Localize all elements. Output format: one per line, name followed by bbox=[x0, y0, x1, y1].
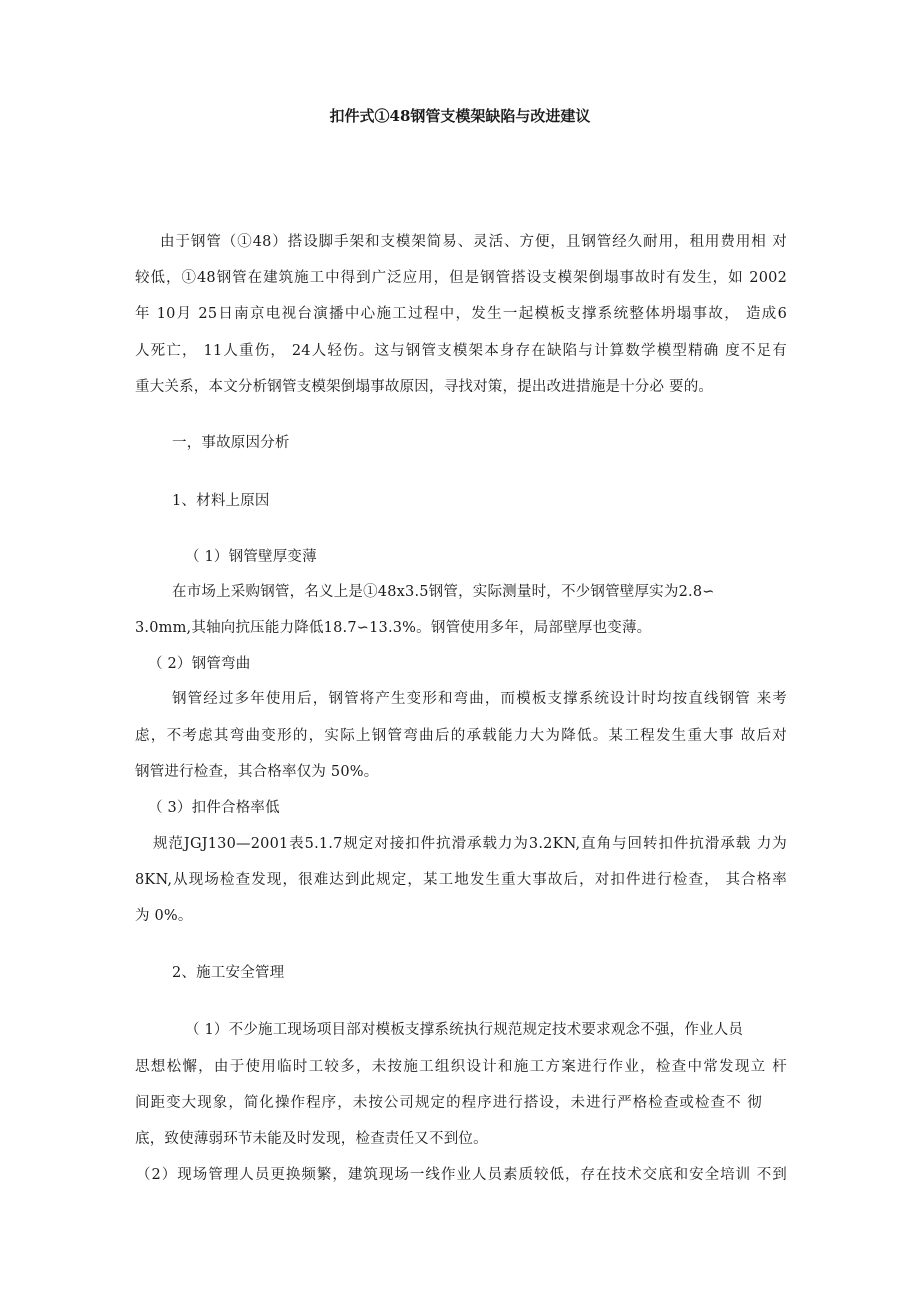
paragraph-line: 较低，①48钢管在建筑施工中得到广泛应用，但是钢管搭设支模架倒塌事故时有发生，如 2002 bbox=[135, 270, 787, 286]
item-heading: （ 2）钢管弯曲 bbox=[148, 656, 251, 672]
paragraph-line: 为 0%。 bbox=[135, 908, 193, 924]
document-title: 扣件式①48钢管支模架缺陷与改进建议 bbox=[329, 107, 591, 125]
paragraph-line: 8KN,从现场检查发现，很难达到此规定，某工地发生重大事故后，对扣件进行检查， 其合格率 bbox=[135, 872, 787, 888]
paragraph-line: 在市场上采购钢管，名义上是①48x3.5钢管，实际测量时，不少钢管壁厚实为2.8∽ bbox=[172, 584, 715, 600]
paragraph-line: 重大关系，本文分析钢管支模架倒塌事故原因，寻找对策，提出改进措施是十分必 要的。 bbox=[135, 379, 714, 395]
paragraph-line: 思想松懈，由于使用临时工较多，未按施工组织设计和施工方案进行作业，检查中常发现立 杆 bbox=[135, 1059, 787, 1075]
paragraph-line: （ 1）不少施工现场项目部对模板支撑系统执行规范规定技术要求观念不强，作业人员 bbox=[185, 1022, 744, 1038]
subsection-heading: 1、材料上原因 bbox=[172, 493, 270, 509]
paragraph-line: （2）现场管理人员更换频繁，建筑现场一线作业人员素质较低，存在技术交底和安全培训 不到 bbox=[136, 1167, 787, 1183]
paragraph-line: 钢管经过多年使用后，钢管将产生变形和弯曲，而模板支撑系统设计时均按直线钢管 来考 bbox=[172, 691, 787, 707]
paragraph-line: 间距变大现象，简化操作程序，未按公司规定的程序进行搭设，未进行严格检查或检查不 彻 bbox=[135, 1095, 762, 1111]
paragraph-line: 3.0mm,其轴向抗压能力降低18.7∽13.3%。钢管使用多年，局部壁厚也变薄。 bbox=[135, 620, 652, 636]
paragraph-line: 人死亡， 11人重伤， 24人轻伤。这与钢管支模架本身存在缺陷与计算数学模型精确 度不足有 bbox=[135, 343, 787, 359]
paragraph-line: 虑，不考虑其弯曲变形的，实际上钢管弯曲后的承载能力大为降低。某工程发生重大事 故后对 bbox=[135, 728, 787, 744]
subsection-heading: 2、施工安全管理 bbox=[172, 965, 285, 981]
paragraph-line: 底，致使薄弱环节未能及时发现，检查责任又不到位。 bbox=[135, 1131, 488, 1147]
item-heading: （ 3）扣件合格率低 bbox=[148, 800, 280, 816]
paragraph-line: 规范JGJ130—2001表5.1.7规定对接扣件抗滑承载力为3.2KN,直角与回转扣件抗滑承载 力为 bbox=[153, 836, 787, 852]
section-heading: 一，事故原因分析 bbox=[172, 435, 290, 451]
paragraph-line: 年 10月 25日南京电视台演播中心施工过程中，发生一起模板支撑系统整体坍塌事故， 造成6 bbox=[135, 306, 787, 322]
paragraph-line: 由于钢管（①48）搭设脚手架和支模架简易、灵活、方便，且钢管经久耐用，租用费用相 对 bbox=[160, 234, 787, 250]
item-heading: （ 1）钢管壁厚变薄 bbox=[185, 549, 317, 565]
paragraph-line: 钢管进行检查，其合格率仅为 50%。 bbox=[135, 764, 379, 780]
